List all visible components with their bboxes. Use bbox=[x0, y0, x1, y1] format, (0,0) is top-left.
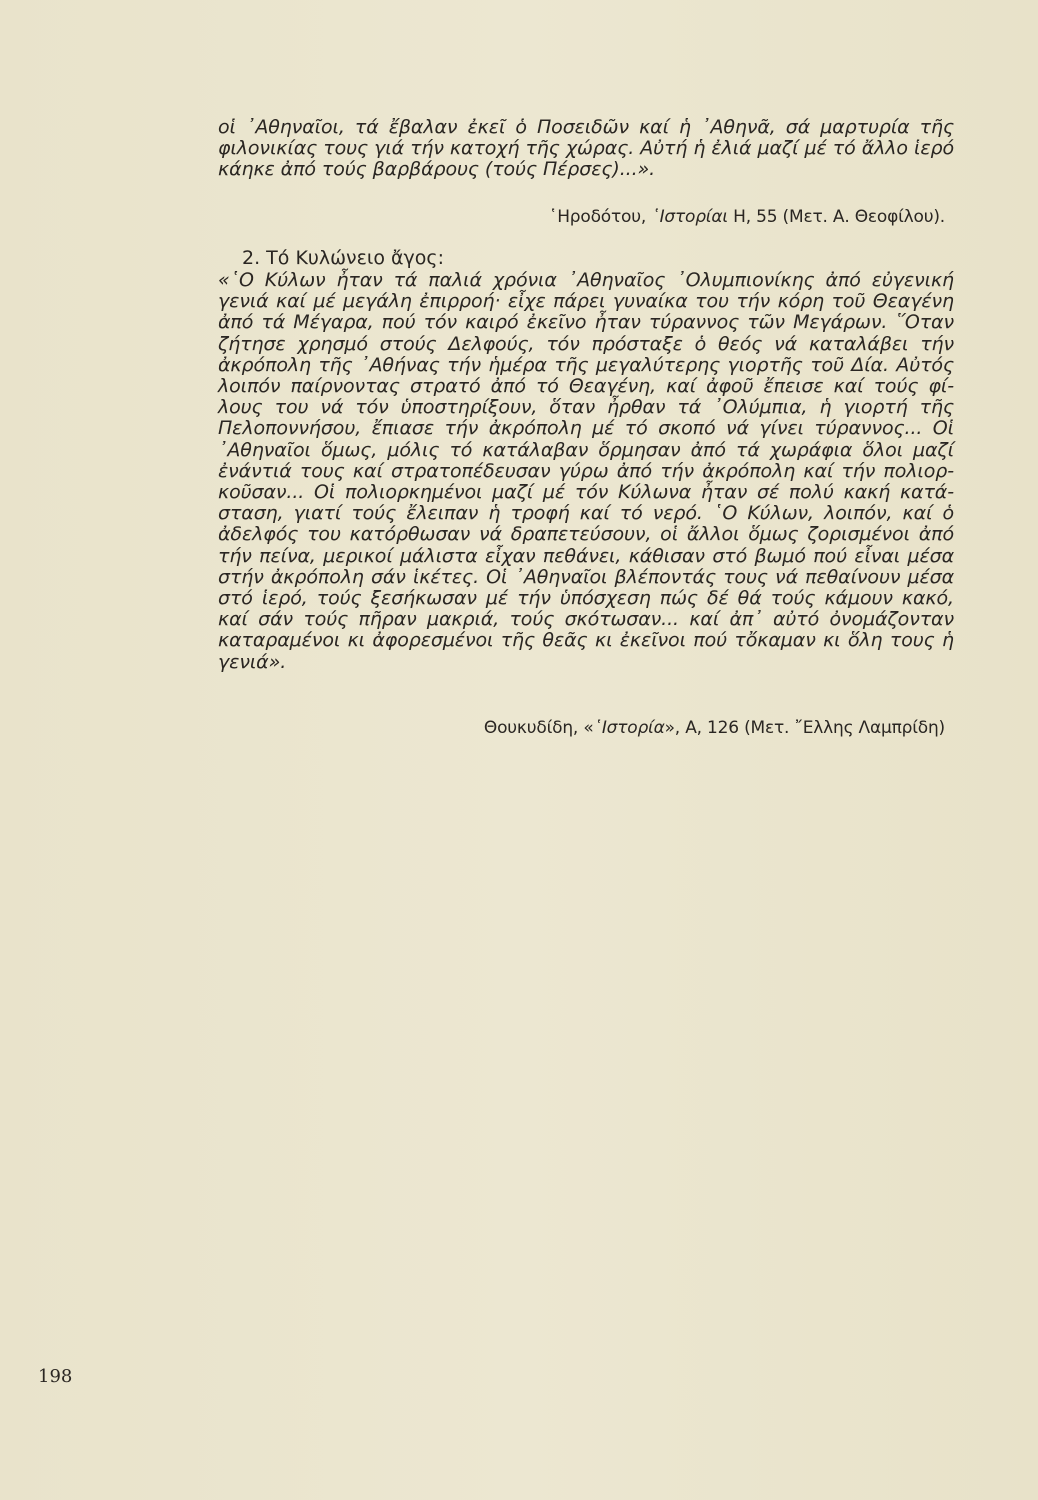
source-work: ῾Ιστορία bbox=[593, 718, 665, 738]
text-line: σταση, γιατί τούς ἔλειπαν ἡ τροφή καί τό νερό. ῾Ο Κύλων, λοιπόν, καί ὁ bbox=[218, 502, 954, 525]
text-line: καταραμένοι κι ἀφορεσμένοι τῆς θεᾶς κι ἐκεῖνοι πού τὄκαμαν κι ὅλη τους ἡ bbox=[218, 629, 954, 652]
text-line: ᾿Αθηναῖοι ὅμως, μόλις τό κατάλαβαν ὅρμησαν ἀπό τά χωράφια ὅλοι μαζί bbox=[218, 438, 954, 461]
text-line: λους του νά τόν ὑποστηρίξουν, ὅταν ἦρθαν τά ᾿Ολύμπια, ἡ γιορτή τῆς bbox=[218, 396, 954, 419]
text-line: ἀκρόπολη τῆς ᾿Αθήνας τήν ἡμέρα τῆς μεγαλύτερης γιορτῆς τοῦ Δία. Αὐτός bbox=[218, 353, 954, 376]
text-line: «῾Ο Κύλων ἦταν τά παλιά χρόνια ᾿Αθηναῖος ᾿Ολυμπιονίκης ἀπό εὐγενική bbox=[218, 269, 954, 291]
text-line: Πελοποννήσου, ἔπιασε τήν ἀκρόπολη μέ τό σκοπό νά γίνει τύραννος... Οἱ bbox=[218, 417, 954, 440]
text-line: στήν ἀκρόπολη σάν ἱκέτες. Οἱ ᾿Αθηναῖοι βλέποντάς τους νά πεθαίνουν μέσα bbox=[218, 565, 954, 588]
source-author: Θουκυδίδη, « bbox=[483, 718, 594, 738]
text-line: ἀδελφός του κατόρθωσαν νά δραπετεύσουν, οἱ ἄλλοι ὅμως ζορισμένοι ἀπό bbox=[218, 523, 954, 546]
page-number: 198 bbox=[38, 1366, 73, 1387]
text-line: στό ἱερό, τούς ξεσήκωσαν μέ τήν ὑπόσχεση πώς δέ θά τούς κάμουν κακό, bbox=[218, 587, 954, 610]
text-line: ἀπό τά Μέγαρα, πού τόν καιρό ἐκεῖνο ἦταν τύραννος τῶν Μεγάρων. ῞Οταν bbox=[218, 311, 954, 334]
source-citation-herodotus bbox=[549, 207, 945, 227]
text-line: καί σάν τούς πῆραν μακριά, τούς σκότωσαν... καί ἀπ᾿ αὐτό ὀνομάζονταν bbox=[218, 608, 954, 631]
source-work: ῾Ιστορίαι bbox=[651, 207, 728, 227]
source-ref: Η, 55 (Μετ. Α. Θεοφίλου). bbox=[727, 207, 945, 227]
text-line: τήν πείνα, μερικοί μάλιστα εἶχαν πεθάνει, κάθισαν στό βωμό πού εἶναι μέσα bbox=[218, 544, 954, 567]
quote-herodotus bbox=[218, 117, 954, 181]
text-line: φιλονικίας τους γιά τήν κατοχή τῆς χώρας. Αὐτή ἡ ἐλιά μαζί μέ τό ἄλλο ἱερό bbox=[218, 137, 954, 160]
quote-thucydides bbox=[218, 270, 954, 673]
source-ref: », Α, 126 (Μετ. ῎Ελλης Λαμπρίδη) bbox=[664, 718, 945, 738]
text-line: γενιά καί μέ μεγάλη ἐπιρροή· εἶχε πάρει γυναίκα του τήν κόρη τοῦ Θεαγένη bbox=[218, 290, 954, 313]
text-line: κοῦσαν... Οἱ πολιορκημένοι μαζί μέ τόν Κύλωνα ἦταν σέ πολύ κακή κατά- bbox=[218, 481, 954, 504]
source-citation-thucydides bbox=[484, 718, 945, 738]
text-line: ζήτησε χρησμό στούς Δελφούς, τόν πρόσταξε ὁ θεός νά καταλάβει τήν bbox=[218, 332, 954, 355]
text-line: γενιά». bbox=[218, 650, 287, 673]
source-author: ῾Ηροδότου, bbox=[548, 207, 652, 227]
section-heading: 2. Τό Κυλώνειο ἄγος: bbox=[242, 247, 444, 269]
text-line: λοιπόν παίρνοντας στρατό ἀπό τό Θεαγένη, καί ἀφοῦ ἔπεισε καί τούς φί- bbox=[218, 375, 954, 398]
text-line: ἐνάντιά τους καί στρατοπέδευσαν γύρω ἀπό τήν ἀκρόπολη καί τήν πολιορ- bbox=[218, 459, 954, 482]
text-line: κάηκε ἀπό τούς βαρβάρους (τούς Πέρσες)...». bbox=[218, 158, 656, 181]
text-line: οἱ ᾿Αθηναῖοι, τά ἔβαλαν ἐκεῖ ὁ Ποσειδῶν καί ἡ ᾿Αθηνᾶ, σά μαρτυρία τῆς bbox=[218, 116, 954, 138]
